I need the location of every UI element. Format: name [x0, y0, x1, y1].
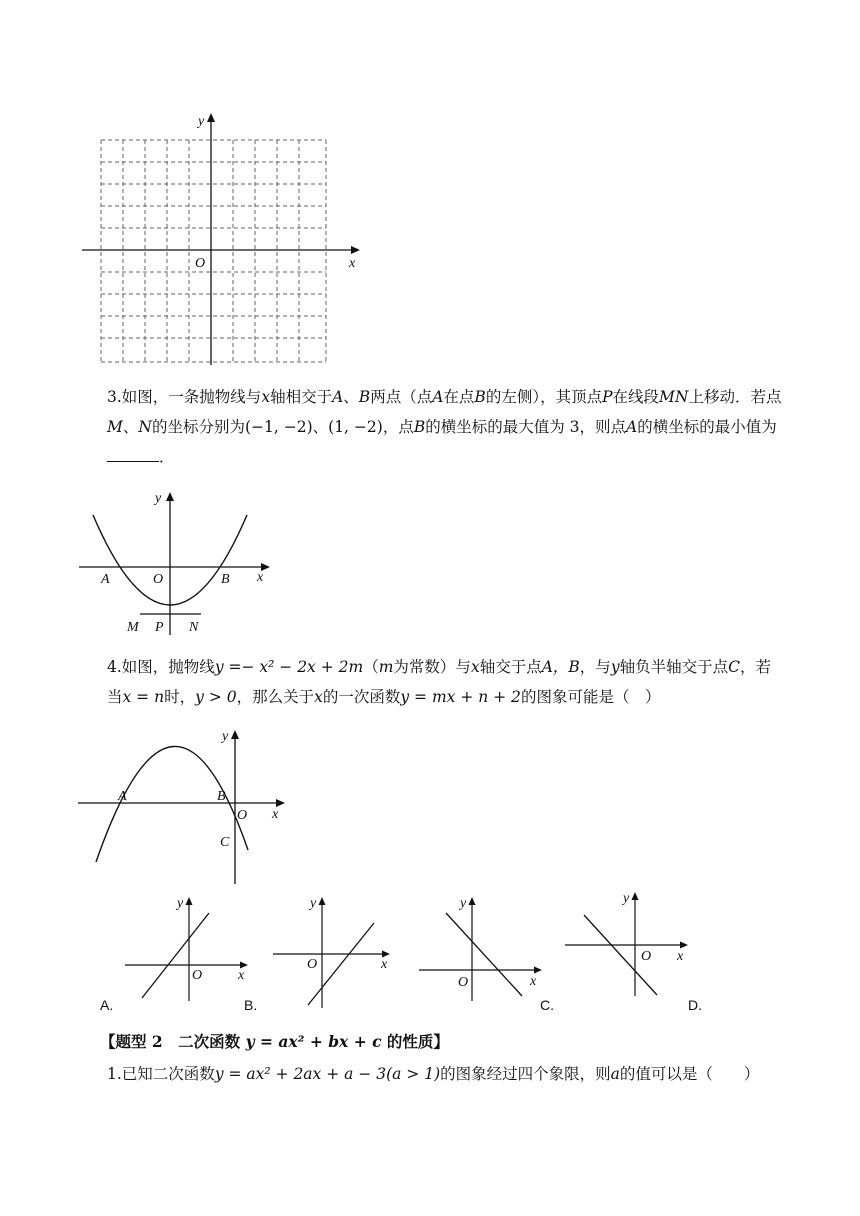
q4-text: 轴交于点	[479, 658, 542, 676]
option-c-graph[interactable]	[416, 893, 551, 1003]
q3-text: 如图，一条抛物线与	[121, 388, 262, 406]
y-axis-label: y	[198, 114, 205, 129]
var-x: x	[470, 658, 480, 676]
q1-text: 的图象经过四个象限，则	[440, 1065, 611, 1083]
option-b-graph[interactable]	[270, 893, 400, 1013]
origin-label: O	[153, 572, 164, 587]
var-a: a	[610, 1065, 620, 1083]
var-x: x	[261, 388, 271, 406]
var-b: B	[474, 388, 486, 406]
parabola-figure-q4	[70, 722, 300, 887]
option-c-label[interactable]: C.	[540, 997, 554, 1013]
question-number: 4.	[107, 658, 122, 676]
option-d-label[interactable]: D.	[688, 997, 702, 1013]
y-axis-arrow-icon	[469, 897, 476, 905]
quadratic-formula: y = ax² + 2ax + a − 3(a > 1)	[214, 1065, 441, 1083]
option-a-label[interactable]: A.	[100, 997, 114, 1013]
point-m-label: M	[127, 620, 139, 635]
question-4	[107, 652, 783, 712]
linear-formula: y = mx + n + 2	[400, 688, 521, 706]
x-axis-label: x	[677, 949, 684, 964]
point-n-label: N	[189, 620, 199, 635]
question-1	[107, 1059, 783, 1089]
origin-label: O	[192, 968, 203, 983]
q3-text: 的左侧），其顶点	[485, 388, 603, 406]
point-c-label: C	[220, 835, 230, 850]
var-b: B	[413, 418, 426, 436]
parabola-formula: y =− x² − 2x + 2m	[214, 658, 364, 676]
var-x: x	[314, 688, 323, 706]
y-axis-arrow-icon	[632, 892, 639, 900]
option-b-label[interactable]: B.	[244, 997, 258, 1013]
q4-text: 轴负半轴交于点	[619, 658, 729, 676]
coordinate-grid-figure	[70, 105, 370, 370]
parabola-figure-q3	[75, 485, 285, 640]
question-3	[107, 382, 783, 472]
y-axis-arrow-icon	[186, 897, 193, 905]
q3-text: 在点	[443, 388, 475, 406]
q4-text: 的一次函数	[322, 688, 401, 706]
point-b-label: B	[221, 572, 230, 587]
question-number: 3.	[107, 388, 122, 406]
origin-label: O	[458, 975, 469, 990]
q4-text: （	[363, 658, 379, 676]
section-formula: y = ax² + bx + c	[245, 1032, 382, 1051]
var-c: C	[728, 658, 740, 676]
origin-label: O	[307, 957, 318, 972]
condition-x-eq-n: x = n	[122, 688, 165, 706]
x-axis-label: x	[530, 974, 537, 989]
y-axis-label: y	[155, 491, 162, 506]
origin-label: O	[237, 808, 248, 823]
var-m: M	[107, 418, 123, 436]
q4-text: 时，	[164, 688, 196, 706]
q4-text: 如图，抛物线	[121, 658, 215, 676]
line-graph	[142, 913, 209, 998]
q3-text: 上移动．若点	[688, 388, 782, 406]
x-axis-arrow-icon	[680, 942, 688, 949]
y-axis-label: y	[177, 896, 184, 911]
var-p: P	[602, 388, 613, 406]
line-graph	[308, 923, 374, 1005]
q3-text: ．	[159, 448, 175, 466]
var-a: A	[432, 388, 444, 406]
origin-label: O	[641, 949, 652, 964]
var-m: m	[378, 658, 394, 676]
q4-text: ，那么关于	[236, 688, 315, 706]
point-a-label: A	[118, 789, 127, 804]
question-number: 1.	[107, 1065, 122, 1083]
y-axis-arrow-icon	[231, 730, 239, 739]
var-mn: MN	[659, 388, 689, 406]
point-b-label: B	[217, 789, 226, 804]
origin-label: O	[195, 256, 206, 271]
q3-text: 、	[343, 388, 359, 406]
q4-text: 为常数）与	[393, 658, 471, 676]
q3-text: 两点（点	[370, 388, 433, 406]
dashed-grid	[101, 140, 326, 362]
y-axis-arrow-icon	[166, 492, 174, 501]
y-axis-label: y	[222, 729, 229, 744]
q3-text: 、	[312, 418, 329, 436]
q1-text: 已知二次函数	[121, 1065, 215, 1083]
q4-text: 的图象可能是（ ）	[520, 688, 661, 706]
y-axis-label: y	[310, 896, 317, 911]
var-a: A	[332, 388, 344, 406]
condition-y-positive: y > 0	[195, 688, 237, 706]
x-axis-label: x	[349, 256, 356, 271]
x-axis-arrow-icon	[351, 246, 360, 254]
point-a-label: A	[101, 572, 110, 587]
var-n: N	[138, 418, 152, 436]
option-d-graph[interactable]	[562, 888, 697, 998]
y-axis-arrow-icon	[319, 897, 326, 905]
q1-text: 的值可以是（ ）	[619, 1065, 760, 1083]
q3-text: 轴相交于	[270, 388, 333, 406]
q3-text: ，点	[382, 418, 414, 436]
section-heading-text: 【题型 2 二次函数	[100, 1032, 246, 1051]
q3-text: 的横坐标的最小值为	[637, 418, 777, 436]
point-p-label: P	[155, 620, 164, 635]
x-axis-label: x	[381, 957, 388, 972]
q3-text: 的坐标分别为	[151, 418, 245, 436]
coord-m: (−1, −2)	[244, 418, 313, 436]
x-axis-arrow-icon	[534, 967, 542, 974]
x-axis-label: x	[272, 807, 279, 822]
y-axis-label: y	[623, 891, 630, 906]
x-axis-label: x	[238, 968, 245, 983]
q4-text: ，与	[579, 658, 611, 676]
var-a: A	[626, 418, 638, 436]
y-axis-arrow-icon	[207, 113, 215, 122]
x-axis-label: x	[257, 570, 264, 585]
x-axis-arrow-icon	[276, 799, 285, 807]
var-b: B	[358, 388, 371, 406]
section-heading-type-2	[100, 1030, 449, 1052]
var-y: y	[610, 658, 620, 676]
q3-text: 在线段	[612, 388, 660, 406]
coord-n: (1, −2)	[328, 418, 383, 436]
y-axis-label: y	[460, 896, 467, 911]
q3-text: 、	[122, 418, 139, 436]
points-ab: A，B	[541, 658, 580, 676]
section-heading-text: 的性质】	[381, 1032, 449, 1051]
q4-text: ，若当	[107, 658, 771, 706]
answer-blank[interactable]	[107, 446, 159, 462]
q3-text: 的横坐标的最大值为 3，则点	[425, 418, 627, 436]
option-a-graph[interactable]	[122, 893, 257, 1003]
